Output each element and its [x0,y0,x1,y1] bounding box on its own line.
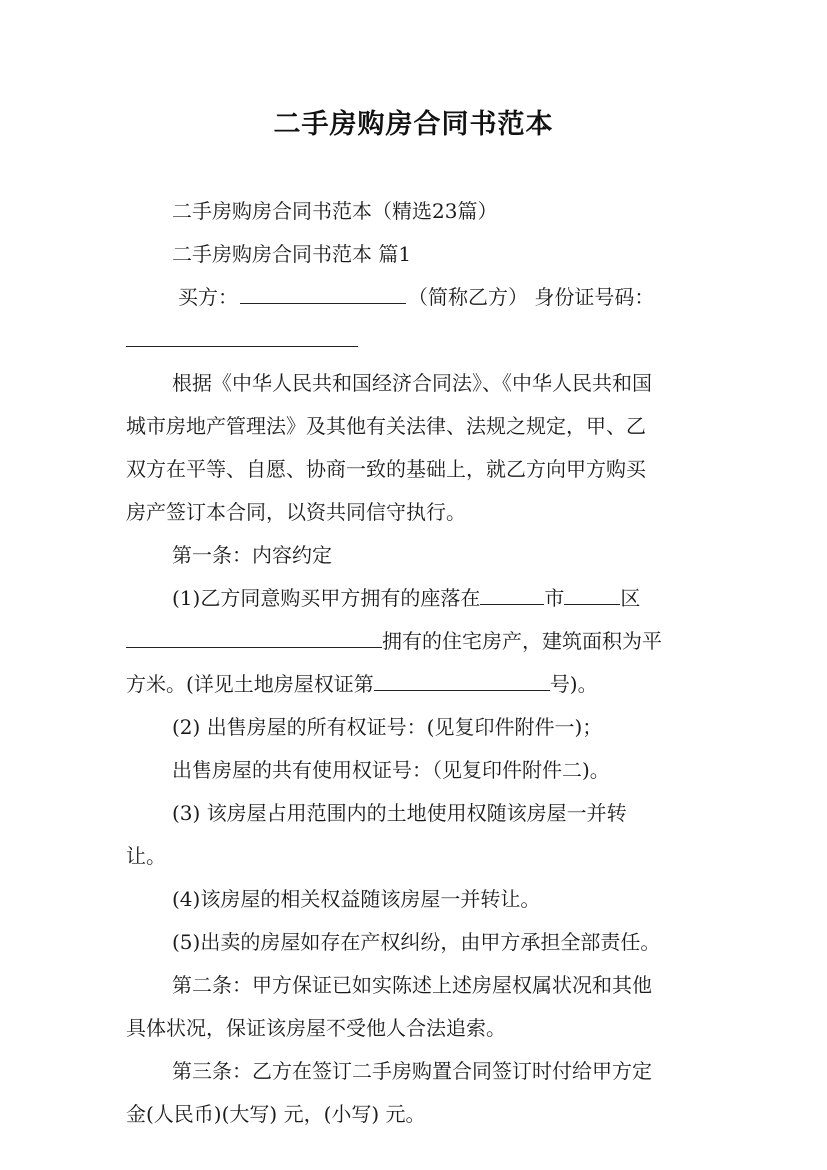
article3-line: 金(人民币)(大写) 元，(小写) 元。 [126,1102,426,1126]
item1-text-d: 号)。 [549,672,598,696]
article2-line: 第二条：甲方保证已如实陈述上述房屋权属状况和其他 [172,973,652,997]
item1-text-c: 方米。(详见土地房屋权证第 [126,672,374,696]
buyer-id-line [126,319,706,362]
article1-item1-cont [126,663,706,706]
section-heading: 二手房购房合同书范本 篇1 [172,242,412,266]
article1-item2: (2) 出售房屋的所有权证号：(见复印件附件一)； [172,715,603,739]
district-blank [564,582,620,605]
article1-item4: (4)该房屋的相关权益随该房屋一并转让。 [172,887,541,911]
article1-item1-cont [126,620,706,663]
document-body [126,190,706,1136]
city-blank [480,582,544,605]
buyer-name-blank [240,281,406,304]
street-blank [126,625,382,648]
buyer-short-name: （简称乙方） [408,285,528,309]
preamble-line: 根据《中华人民共和国经济合同法》、《中华人民共和国 [172,371,652,395]
document-title: 二手房购房合同书范本 [273,109,554,140]
item1-text: (1)乙方同意购买甲方拥有的座落在 [172,586,481,610]
buyer-label: 买方： [178,285,238,309]
certificate-number-blank [374,668,550,691]
preamble-line: 双方在平等、自愿、协商一致的基础上，就乙方向甲方购买 [126,457,646,481]
article1-item3-cont: 让。 [126,844,166,868]
article1-item2b: 出售房屋的共有使用权证号：（见复印件附件二)。 [172,758,610,782]
preamble-line: 房产签订本合同，以资共同信守执行。 [126,500,466,524]
preamble-line: 城市房地产管理法》及其他有关法律、法规之规定，甲、乙 [126,414,646,438]
subtitle: 二手房购房合同书范本（精选23篇） [172,199,498,223]
article2-line: 具体状况，保证该房屋不受他人合法追索。 [126,1016,506,1040]
article1-item5: (5)出卖的房屋如存在产权纠纷，由甲方承担全部责任。 [172,930,661,954]
city-label: 市 [544,586,565,610]
buyer-id-blank [126,324,358,347]
buyer-line [126,276,706,319]
item1-text-b: 拥有的住宅房产，建筑面积为平 [382,629,662,653]
article1-heading: 第一条：内容约定 [172,543,332,567]
district-label: 区 [620,586,641,610]
buyer-id-label: 身份证号码： [534,285,655,309]
article3-line: 第三条：乙方在签订二手房购置合同签订时付给甲方定 [172,1059,652,1083]
article1-item3: (3) 该房屋占用范围内的土地使用权随该房屋一并转 [172,801,627,825]
article1-item1 [126,577,706,620]
